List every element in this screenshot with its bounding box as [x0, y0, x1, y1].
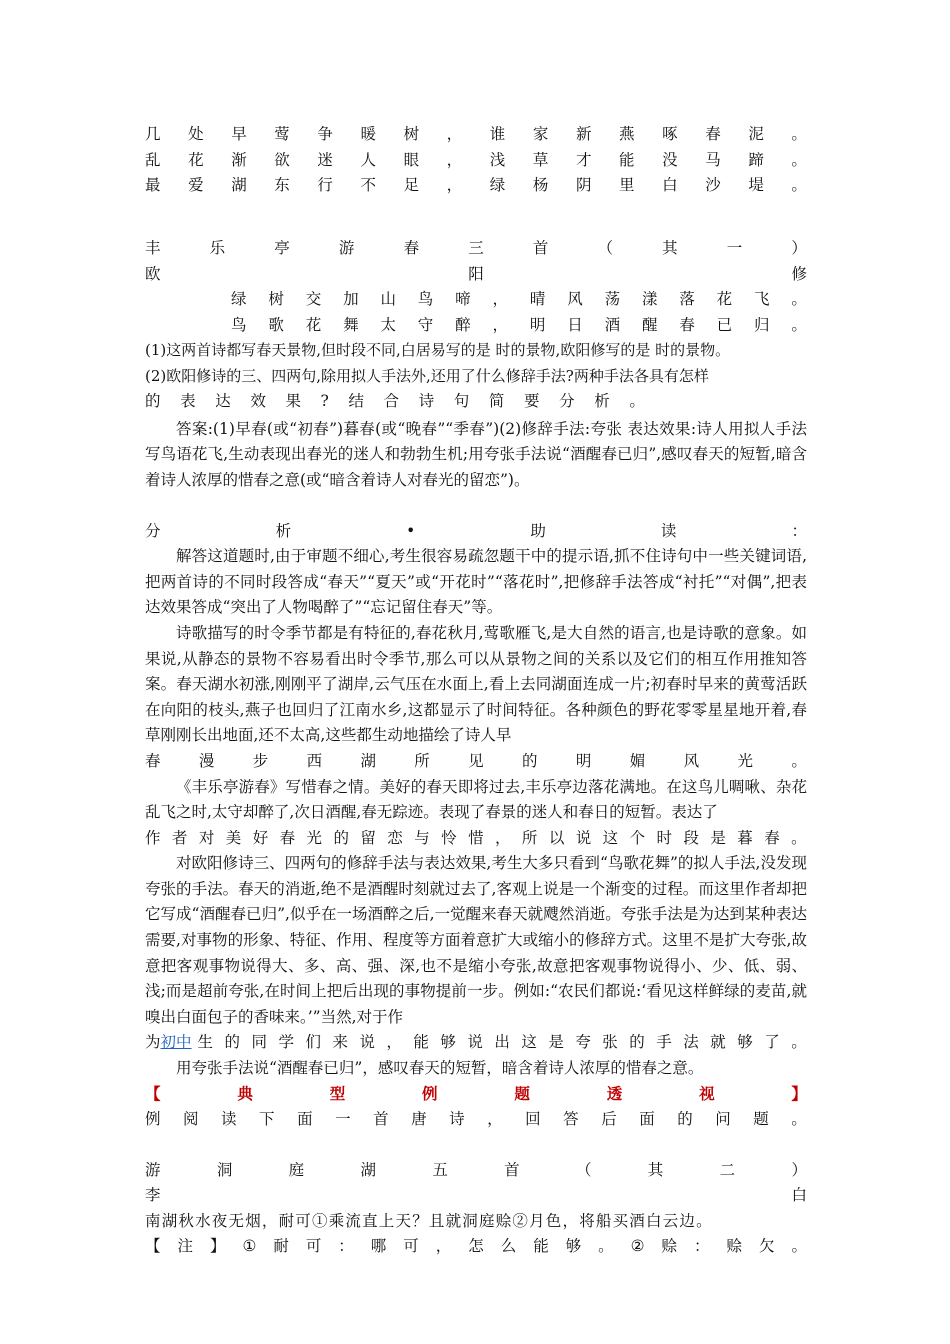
- text-char: 湖: [231, 176, 247, 194]
- text-char: 堤: [748, 176, 764, 194]
- text-char: 。: [791, 290, 807, 308]
- text-char: 五: [432, 1160, 448, 1179]
- question-2-line2: [145, 389, 645, 415]
- text-char: 乐: [209, 239, 226, 257]
- text-char: 庭: [288, 1160, 305, 1179]
- text-char: 阴: [575, 176, 592, 194]
- text-char: ，: [446, 150, 463, 169]
- text-char: 出: [494, 1033, 510, 1052]
- text-char: 说: [467, 1033, 483, 1052]
- text-char: 视: [699, 1084, 715, 1104]
- author-char: 修: [791, 264, 807, 283]
- text-char: 的: [522, 752, 538, 771]
- text-char: 留: [360, 828, 376, 847]
- text-char: 落: [679, 290, 695, 308]
- text-char: •: [406, 521, 416, 540]
- text-char: 其: [662, 239, 678, 257]
- text-char: 哪: [370, 1237, 387, 1256]
- poem1: [145, 122, 807, 199]
- author-char: 阳: [468, 264, 484, 283]
- analysis-paragraph: 对欧阳修诗三、四两句的修辞手法与表达效果,考生大多只看到“鸟歌花舞”的拟人手法,没发现夸张的手法。春天的消逝,绝不是酒醒时刻就过去了,客观上说是一个渐变的过程。而这里作者却把它写成“酒醒春已归”,似乎在一场酒醉之后,一觉醒来春天就飕然消逝。夸张手法是为达到某种表达需要,对事物的形象、特征、作用、程度等方面着意扩大或缩小的修辞方式。这里不是扩大夸张,故意把客观事物说得大、多、高、强、深,也不是缩小夸张,故意把客观事物说得小、少、低、弱、浅;而是超前夸张,在时间上把后出现的事物提前一步。例如:“农民们都说:‘看见这样鲜绿的麦苗,就嗅出白面包子的香味来。’”当然,对于作: [145, 854, 807, 1026]
- text-char: 山: [380, 290, 396, 308]
- text-char: 湖: [360, 1160, 376, 1179]
- text-char: 没: [662, 150, 678, 169]
- text-char: 渐: [231, 150, 247, 169]
- text-char: 。: [791, 125, 807, 143]
- poem2-line: [145, 313, 807, 339]
- text-char: 足: [403, 176, 420, 194]
- text-char: 能: [533, 1237, 549, 1256]
- text-char: 爱: [188, 176, 204, 194]
- text-char: 二: [719, 1160, 736, 1179]
- analysis-heading: [145, 519, 807, 545]
- text-char: 春: [679, 315, 695, 334]
- example-intro: [145, 1107, 807, 1133]
- text-char: 是: [710, 828, 726, 847]
- text-char: 】: [209, 1237, 226, 1256]
- text-char: 见: [468, 752, 484, 771]
- text-char: 家: [532, 125, 549, 143]
- text-char: ，: [446, 125, 463, 143]
- text-char: 啄: [662, 125, 678, 143]
- text-char: 诗: [449, 1109, 465, 1128]
- text-char: ，: [492, 315, 509, 334]
- text-char: 可: [403, 1237, 419, 1256]
- text-char: 守: [417, 315, 434, 334]
- text-char: 作: [145, 828, 161, 847]
- text-char: 题: [514, 1084, 530, 1104]
- text-char: 鸟: [417, 290, 434, 308]
- text-char: 沙: [705, 176, 721, 194]
- text-char: 析: [275, 521, 292, 540]
- text-char: 马: [705, 150, 721, 169]
- text-char: 荡: [604, 290, 621, 308]
- text-char: 能: [619, 150, 635, 169]
- text-char: 所: [521, 828, 538, 847]
- text-char: 。: [791, 315, 807, 334]
- text-char: 下: [259, 1109, 275, 1128]
- text-char: 助: [530, 521, 546, 540]
- analysis-conclusion: 用夸张手法说“酒醒春已归”，感叹春天的短暂，暗含着诗人浓厚的惜春之意。: [176, 1058, 704, 1077]
- poem2-author: [145, 262, 807, 288]
- text-char: 谁: [489, 125, 506, 143]
- poem3-author: [145, 1183, 807, 1209]
- text-char: ：: [791, 521, 807, 540]
- text-char: 眼: [403, 150, 420, 169]
- text-char: 分: [145, 521, 161, 540]
- text-char: 为: [145, 1033, 161, 1052]
- text-char: 醒: [641, 315, 658, 334]
- text-char: 怎: [468, 1237, 484, 1256]
- text-char: 诗: [418, 392, 435, 410]
- text-char: 春: [145, 752, 161, 771]
- text-char: 够: [440, 1033, 456, 1052]
- text-char: 欲: [274, 150, 290, 169]
- question-2-line1: (2)欧阳修诗的三、四两句,除用拟人手法外,还用了什么修辞手法?两种手法各具有怎样: [145, 366, 709, 385]
- text-char: ?: [320, 392, 329, 410]
- text-char: 】: [791, 1084, 807, 1104]
- text-char: 个: [629, 828, 646, 847]
- text-char: 的: [333, 828, 349, 847]
- text-char: 阅: [183, 1109, 199, 1128]
- text-char: 风: [567, 290, 583, 308]
- text-char: 【: [145, 1237, 161, 1256]
- text-char: 者: [171, 828, 188, 847]
- text-char: 透: [606, 1084, 623, 1104]
- text-char: 春: [403, 239, 420, 257]
- text-char: 。: [629, 392, 645, 410]
- text-char: 好: [252, 828, 269, 847]
- text-char: 一: [335, 1109, 351, 1128]
- text-char: 注: [177, 1237, 193, 1256]
- text-char: 赊: [726, 1237, 743, 1256]
- text-char: 张: [602, 1033, 618, 1052]
- poem1-line: [145, 122, 807, 148]
- text-char: 读: [660, 521, 677, 540]
- text-char: 面: [639, 1109, 655, 1128]
- poem3-title: [145, 1158, 807, 1184]
- text-char: 了: [764, 1033, 780, 1052]
- text-char: 燕: [619, 125, 635, 143]
- text-char: 漫: [198, 752, 215, 771]
- text-char: 光: [737, 752, 753, 771]
- text-char: 能: [413, 1033, 429, 1052]
- text-char: 效: [250, 392, 266, 410]
- text-char: 美: [225, 828, 242, 847]
- text-run: [198, 1030, 807, 1056]
- text-char: 已: [716, 315, 733, 334]
- text-char: ，: [446, 176, 463, 194]
- text-char: 。: [791, 1033, 807, 1052]
- text-char: 句: [453, 392, 470, 410]
- answer: 答案:(1)早春(或“初春”)暮春(或“晚春”“季春”)(2)修辞手法:夸张 表达效果:诗人用拟人手法写鸟语花飞,生动表现出春光的迷人和勃勃生机;用夸张手法说“酒醒春已归”,感叹春天的短暂,暗含着诗人浓厚的惜春之意(或“暗含着诗人对春光的留恋”)。: [145, 419, 807, 489]
- text-char: 漾: [641, 290, 658, 308]
- text-char: ，: [494, 828, 511, 847]
- analysis-paragraph-last-line: [145, 1030, 807, 1056]
- text-char: 。: [791, 1109, 807, 1128]
- analysis-paragraph: 解答这道题时,由于审题不细心,考生很容易疏忽题干中的提示语,抓不住诗句中一些关键词语,把两首诗的不同时段答成“春天”“夏天”或“开花时”“落花时”,把修辞手法答成“衬托”“对偶”,把表达效果答成“突出了人物喝醉了”“忘记留住春天”等。: [145, 547, 807, 617]
- text-char: 的: [677, 1109, 693, 1128]
- text-char: 春: [279, 828, 296, 847]
- text-char: 。: [791, 176, 807, 194]
- text-char: 西: [306, 752, 323, 771]
- text-char: 段: [683, 828, 699, 847]
- text-char: 。: [791, 752, 807, 771]
- text-char: 说: [575, 828, 592, 847]
- text-char: 说: [359, 1033, 375, 1052]
- text-char: 媚: [629, 752, 646, 771]
- text-char: 分: [559, 392, 575, 410]
- text-char: 。: [791, 1237, 807, 1256]
- poem2-title: [145, 236, 807, 262]
- text-char: 树: [268, 290, 284, 308]
- text-char: 行: [317, 176, 333, 194]
- text-char: 亭: [274, 239, 290, 257]
- text-char: 法: [683, 1033, 699, 1052]
- text-char: 花: [188, 150, 204, 169]
- text-char: 绿: [489, 176, 506, 194]
- text-char: 时: [656, 828, 673, 847]
- text-char: 其: [647, 1160, 664, 1179]
- text-char: 手: [656, 1033, 672, 1052]
- text-char: 简: [488, 392, 505, 410]
- text-char: 夸: [575, 1033, 591, 1052]
- analysis-paragraph: 诗歌描写的时令季节都是有特征的,春花秋月,莺歌雁飞,是大自然的语言,也是诗歌的意象。如果说,从静态的景物不容易看出时令季节,那么可以从景物之间的关系以及它们的相互作用推知答案。春天湖水初涨,刚刚平了湖岸,云气压在水面上,看上去同湖面连成一片;初春时早来的黄莺活跃在向阳的枝头,燕子也回归了江南水乡,这都显示了时间特征。各种颜色的野花零零星星地开着,春草刚刚长出地面,还不太高,这些都生动地描绘了诗人早: [145, 624, 807, 745]
- text-char: 白: [662, 176, 678, 194]
- text-char: 花: [716, 290, 733, 308]
- example-heading: [145, 1081, 807, 1107]
- text-char: 游: [145, 1160, 161, 1179]
- text-char: 果: [285, 392, 301, 410]
- text-char: 题: [753, 1109, 769, 1128]
- text-char: 问: [715, 1109, 731, 1128]
- text-char: 们: [305, 1033, 321, 1052]
- text-char: 面: [297, 1109, 313, 1128]
- text-char: 迷: [317, 150, 333, 169]
- text-char: 暮: [737, 828, 753, 847]
- text-char: 早: [231, 125, 247, 143]
- text-char: 可: [305, 1237, 322, 1256]
- text-char: 交: [305, 290, 322, 308]
- analysis-paragraph-last-line: [145, 826, 807, 852]
- text-char: 东: [274, 176, 290, 194]
- text-char: 后: [601, 1109, 617, 1128]
- text-char: 晴: [529, 290, 546, 308]
- text-char: 例: [422, 1084, 438, 1104]
- text-char: （: [575, 1160, 592, 1179]
- text-char: 一: [726, 239, 743, 257]
- text-char: 归: [754, 315, 770, 334]
- text-char: 要: [524, 392, 540, 410]
- text-char: 回: [525, 1109, 541, 1128]
- text-char: ）: [791, 239, 807, 257]
- text-char: 与: [414, 828, 430, 847]
- text-char: 【: [145, 1084, 161, 1104]
- text-char: 新: [575, 125, 592, 143]
- text-char: 风: [683, 752, 700, 771]
- text-char: 。: [598, 1237, 614, 1256]
- text-char: 结: [348, 392, 364, 410]
- text-char: 恋: [387, 828, 403, 847]
- text-char: 同: [251, 1033, 268, 1052]
- text-char: 乱: [145, 150, 161, 169]
- text-char: 析: [594, 392, 610, 410]
- text-char: 太: [380, 315, 396, 334]
- text-char: 春: [705, 125, 721, 143]
- text-char: 树: [403, 125, 420, 143]
- text-char: 丰: [145, 239, 161, 257]
- text-char: 就: [710, 1033, 726, 1052]
- text-char: 。: [791, 828, 807, 847]
- text-char: 的: [629, 1033, 645, 1052]
- text-char: （: [597, 239, 613, 257]
- text-char: 游: [338, 239, 355, 257]
- poem3-text: 南湖秋水夜无烟，耐可①乘流直上天？且就洞庭赊②月色，将船买酒白云边。: [145, 1211, 713, 1230]
- text-char: 例: [145, 1109, 161, 1128]
- text-char: 莺: [274, 125, 290, 143]
- text-char: 洞: [216, 1160, 233, 1179]
- text-char: 所: [414, 752, 430, 771]
- author-char: 欧: [145, 264, 161, 283]
- text-char: 明: [575, 752, 592, 771]
- text-char: 的: [224, 1033, 241, 1052]
- text-char: 舞: [343, 315, 359, 334]
- text-char: 步: [252, 752, 269, 771]
- text-char: 达: [215, 392, 231, 410]
- text-char: 以: [548, 828, 565, 847]
- text-char: 几: [145, 125, 161, 143]
- text-char: 飞: [754, 290, 770, 308]
- text-char: 明: [529, 315, 546, 334]
- text-char: 浅: [489, 150, 506, 169]
- text-char: 光: [306, 828, 323, 847]
- text-char: 合: [383, 392, 400, 410]
- text-char: 人: [360, 150, 376, 169]
- text-char: ）: [791, 1160, 807, 1179]
- text-char: 答: [563, 1109, 579, 1128]
- text-char: 杨: [532, 176, 549, 194]
- text-char: 湖: [360, 752, 376, 771]
- text-char: 花: [305, 315, 322, 334]
- author-char: 李: [145, 1186, 161, 1205]
- text-char: 蹄: [748, 150, 764, 169]
- text-char: ：: [694, 1237, 710, 1256]
- text-char: 耐: [273, 1237, 289, 1256]
- poem2-line: [145, 287, 807, 313]
- text-char: ①: [242, 1237, 257, 1256]
- text-char: 酒: [604, 315, 621, 334]
- text-char: 型: [329, 1084, 346, 1104]
- text-char: 是: [548, 1033, 564, 1052]
- text-char: 这: [521, 1033, 537, 1052]
- text-char: 够: [737, 1033, 753, 1052]
- text-char: 暖: [360, 125, 376, 143]
- text-char: 表: [180, 392, 196, 410]
- text-char: 啼: [455, 290, 471, 308]
- text-char: ②: [630, 1237, 645, 1256]
- text-char: 最: [145, 176, 161, 194]
- text-char: 怜: [441, 828, 457, 847]
- text-char: 这: [602, 828, 619, 847]
- text-char: ，: [435, 1237, 452, 1256]
- analysis-paragraph: 《丰乐亭游春》写惜春之情。美好的春天即将过去,丰乐亭边落花满地。在这鸟儿啁啾、杂花乱飞之时,太守却醉了,次日酒醒,春无踪迹。表现了春景的迷人和春日的短暂。表达了: [145, 777, 807, 822]
- text-char: 首: [373, 1109, 389, 1128]
- analysis-paragraph-last-line: [145, 749, 807, 775]
- author-char: 白: [791, 1186, 807, 1205]
- text-char: 日: [567, 315, 583, 334]
- text-char: 三: [468, 239, 484, 257]
- text-char: 处: [188, 125, 204, 143]
- text-char: ，: [492, 290, 509, 308]
- text-char: 绿: [231, 290, 247, 308]
- text-char: ：: [338, 1237, 354, 1256]
- text-char: 。: [791, 150, 807, 169]
- text-char: 读: [221, 1109, 237, 1128]
- poem3-note: [145, 1234, 807, 1260]
- text-char: 赊: [661, 1237, 678, 1256]
- junior-high-link[interactable]: 初中: [160, 1033, 192, 1052]
- text-char: 对: [198, 828, 215, 847]
- text-char: 春: [764, 828, 780, 847]
- text-char: 草: [532, 150, 549, 169]
- text-char: 里: [619, 176, 635, 194]
- poem1-line: [145, 148, 807, 174]
- text-char: 够: [565, 1237, 582, 1256]
- document-page: [145, 122, 807, 1260]
- text-char: 惜: [468, 828, 484, 847]
- text-char: 鸟: [231, 315, 247, 334]
- text-char: 唐: [411, 1109, 427, 1128]
- text-char: 泥: [748, 125, 764, 143]
- poem1-line: [145, 173, 807, 199]
- text-char: 欠: [758, 1237, 775, 1256]
- text-char: 醉: [455, 315, 471, 334]
- text-char: 才: [575, 150, 592, 169]
- text-char: ，: [386, 1033, 402, 1052]
- text-char: 么: [500, 1237, 517, 1256]
- text-char: ，: [487, 1109, 503, 1128]
- text-char: 典: [237, 1084, 253, 1104]
- text-char: 学: [278, 1033, 294, 1052]
- text-char: 来: [332, 1033, 348, 1052]
- text-char: 争: [317, 125, 333, 143]
- question-1: (1)这两首诗都写春天景物,但时段不同,白居易写的是 时的景物,欧阳修写的是 时的景物。: [145, 341, 731, 359]
- text-char: 不: [360, 176, 376, 194]
- text-char: 歌: [268, 315, 284, 334]
- text-char: 首: [504, 1160, 520, 1179]
- text-char: 加: [343, 290, 359, 308]
- text-char: 的: [145, 392, 161, 410]
- text-char: 首: [532, 239, 549, 257]
- text-char: 生: [197, 1033, 214, 1052]
